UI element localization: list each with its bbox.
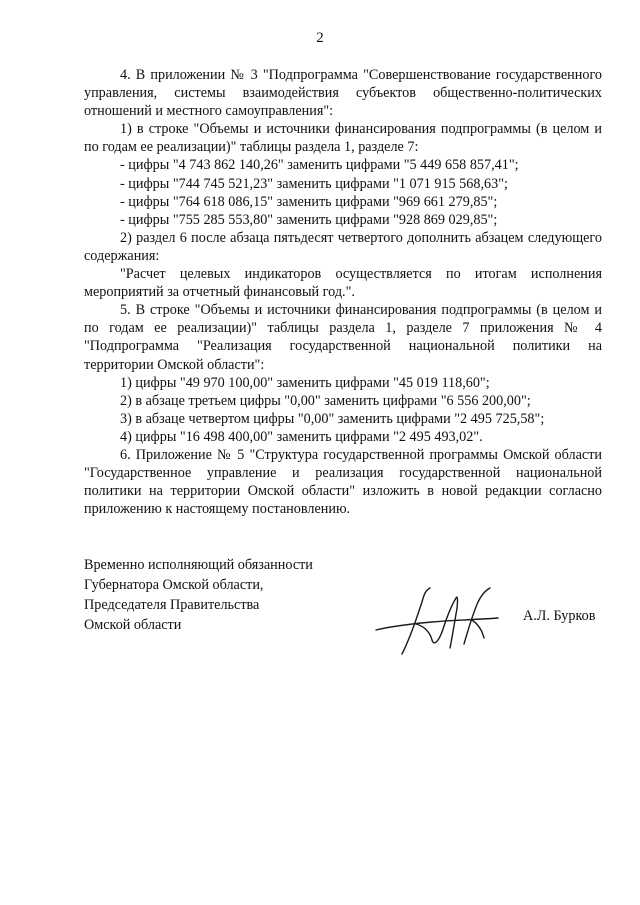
paragraph: - цифры "744 745 521,23" заменить цифрами "1 071 915 568,63"; bbox=[120, 175, 508, 192]
signer-name: А.Л. Бурков bbox=[523, 608, 596, 624]
signatory-title-line: Губернатора Омской области, bbox=[84, 577, 264, 593]
paragraph: 2) раздел 6 после абзаца пятьдесят четвертого дополнить абзацем следующего содержания: bbox=[84, 229, 602, 264]
signatory-title-line: Омской области bbox=[84, 617, 182, 633]
paragraph: 4) цифры "16 498 400,00" заменить цифрами "2 495 493,02". bbox=[120, 428, 483, 445]
paragraph: - цифры "4 743 862 140,26" заменить цифрами "5 449 658 857,41"; bbox=[120, 157, 519, 174]
document-body bbox=[84, 66, 602, 518]
page-number: 2 bbox=[316, 30, 324, 46]
paragraph: 1) цифры "49 970 100,00" заменить цифрами "45 019 118,60"; bbox=[120, 374, 490, 391]
signature-stroke bbox=[416, 624, 442, 643]
handwritten-signature bbox=[372, 580, 502, 660]
paragraph: 3) в абзаце четвертом цифры "0,00" заменить цифрами "2 495 725,58"; bbox=[120, 410, 545, 427]
paragraph: 2) в абзаце третьем цифры "0,00" заменить цифрами "6 556 200,00"; bbox=[120, 392, 531, 409]
paragraph: 6. Приложение № 5 "Структура государственной программы Омской области "Государственное управление и реализация государственной национальной политики на территории Омской области" изложить в новой редакции согласно приложению к настоящему постановлению. bbox=[84, 446, 602, 518]
paragraph: "Расчет целевых индикаторов осуществляется по итогам исполнения мероприятий за отчетный финансовый год.". bbox=[84, 266, 602, 301]
paragraph: - цифры "764 618 086,15" заменить цифрами "969 661 279,85"; bbox=[120, 193, 498, 210]
signature-stroke bbox=[402, 588, 430, 654]
paragraph: 4. В приложении № 3 "Подпрограмма "Совершенствование государственного управления, системы взаимодействия субъектов общественно-политических отношений и местного самоуправления": bbox=[84, 67, 602, 120]
signature-stroke bbox=[472, 620, 484, 638]
signatory-title bbox=[84, 555, 384, 635]
paragraph: 5. В строке "Объемы и источники финансирования подпрограммы (в целом и по годам ее реализации)" таблицы раздела 1, разделе 7 приложения № 4 "Подпрограмма "Реализация государственной национальной политики на территории Омской области": bbox=[84, 302, 602, 373]
paragraph: - цифры "755 285 553,80" заменить цифрами "928 869 029,85"; bbox=[120, 211, 498, 228]
signatory-title-line: Председателя Правительства bbox=[84, 597, 260, 613]
signature-stroke bbox=[442, 597, 458, 648]
paragraph: 1) в строке "Объемы и источники финансирования подпрограммы (в целом и по годам ее реализации)" таблицы раздела 1, разделе 7: bbox=[84, 121, 602, 156]
signatory-title-line: Временно исполняющий обязанности bbox=[84, 557, 313, 573]
signature-stroke bbox=[464, 588, 490, 644]
